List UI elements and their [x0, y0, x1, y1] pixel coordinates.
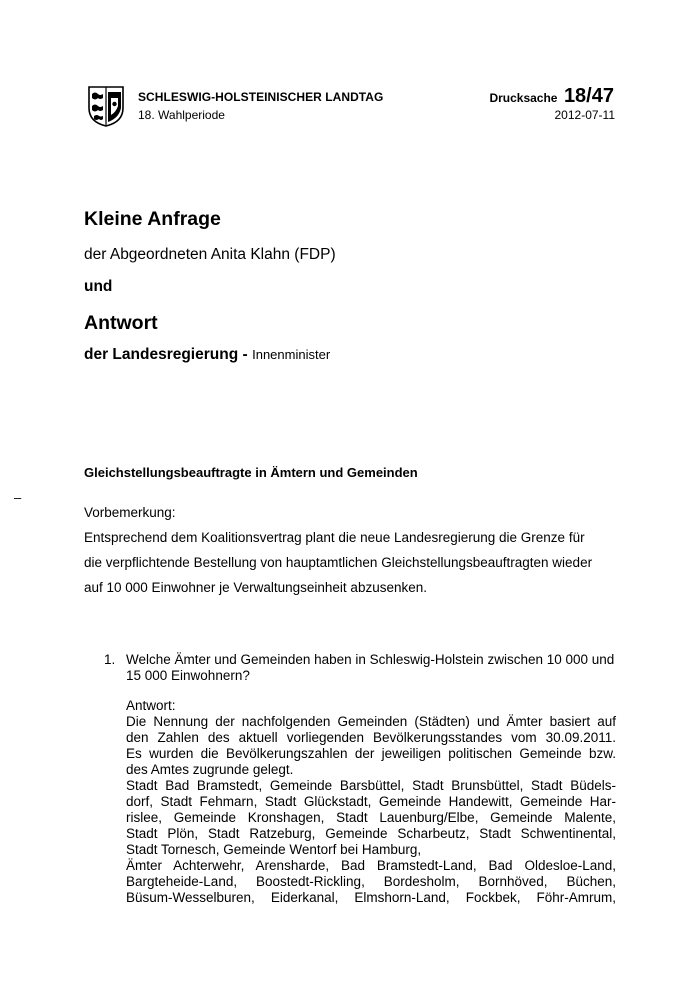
title-antwort: Antwort [84, 312, 158, 334]
drucksache-label: Drucksache [489, 91, 558, 105]
answer-line: Es wurden die Bevölkerungszahlen der jeweiligen politischen Gemeinde bzw. [126, 746, 616, 761]
answer-line: Stadt Plön, Stadt Ratzeburg, Gemeinde Scharbeutz, Stadt Schwentinental, [126, 826, 616, 841]
title-landesregierung [84, 346, 330, 364]
remark-line: Entsprechend dem Koalitionsvertrag plant die neue Landesregierung die Grenze für [84, 530, 585, 545]
remark-heading: Vorbemerkung: [84, 505, 176, 520]
answer-line: Stadt Bad Bramstedt, Gemeinde Barsbüttel, Stadt Brunsbüttel, Stadt Büdels- [126, 778, 616, 793]
election-period: 18. Wahlperiode [138, 108, 225, 122]
answer-line: rislee, Gemeinde Kronshagen, Stadt Lauenburg/Elbe, Gemeinde Malente, [126, 810, 616, 825]
document-subject: Gleichstellungsbeauftragte in Ämtern und Gemeinden [84, 465, 418, 480]
drucksache-number: 18/47 [563, 85, 614, 107]
document-date: 2012-07-11 [554, 108, 615, 122]
title-abgeordnete: der Abgeordneten Anita Klahn (FDP) [84, 246, 336, 263]
remark-line: die verpflichtende Bestellung von hauptamtlichen Gleichstellungsbeauftragten wieder [84, 555, 593, 570]
title-kleine-anfrage: Kleine Anfrage [84, 208, 221, 230]
answer-heading: Antwort: [126, 698, 176, 713]
answer-line: des Amtes zugrunde gelegt. [126, 762, 294, 777]
answer-line: dorf, Stadt Fehmarn, Stadt Glückstadt, Gemeinde Handewitt, Gemeinde Har- [126, 794, 616, 809]
answer-line: den Zahlen des aktuell vorliegenden Bevölkerungsstandes vom 30.09.2011. [126, 730, 616, 745]
ministerium-label: Innenminister [252, 347, 331, 362]
answer-line: Ämter Achterwehr, Arensharde, Bad Bramstedt-Land, Bad Oldesloe-Land, [126, 858, 616, 873]
drucksache [489, 85, 614, 108]
answer-line: Stadt Tornesch, Gemeinde Wentorf bei Hamburg, [126, 842, 422, 857]
question-text: Welche Ämter und Gemeinden haben in Schleswig-Holstein zwischen 10 000 und 15 000 Einwohnern? [126, 652, 615, 683]
question-number: 1. [104, 652, 116, 667]
answer-line: Bargteheide-Land, Boostedt-Rickling, Bordesholm, Bornhöved, Büchen, [126, 874, 616, 889]
remark-line: auf 10 000 Einwohner je Verwaltungseinheit abzusenken. [84, 580, 427, 595]
answer-line: Büsum-Wesselburen, Eiderkanal, Elmshorn-Land, Fockbek, Föhr-Amrum, [126, 890, 616, 905]
landesregierung-label: der Landesregierung - [84, 346, 248, 363]
answer-line: Die Nennung der nachfolgenden Gemeinden (Städten) und Ämter basiert auf [126, 714, 616, 729]
organization-name: SCHLESWIG-HOLSTEINISCHER LANDTAG [138, 90, 384, 104]
title-und: und [84, 278, 113, 295]
landtag-crest-icon [86, 84, 126, 128]
margin-mark: – [14, 490, 22, 505]
